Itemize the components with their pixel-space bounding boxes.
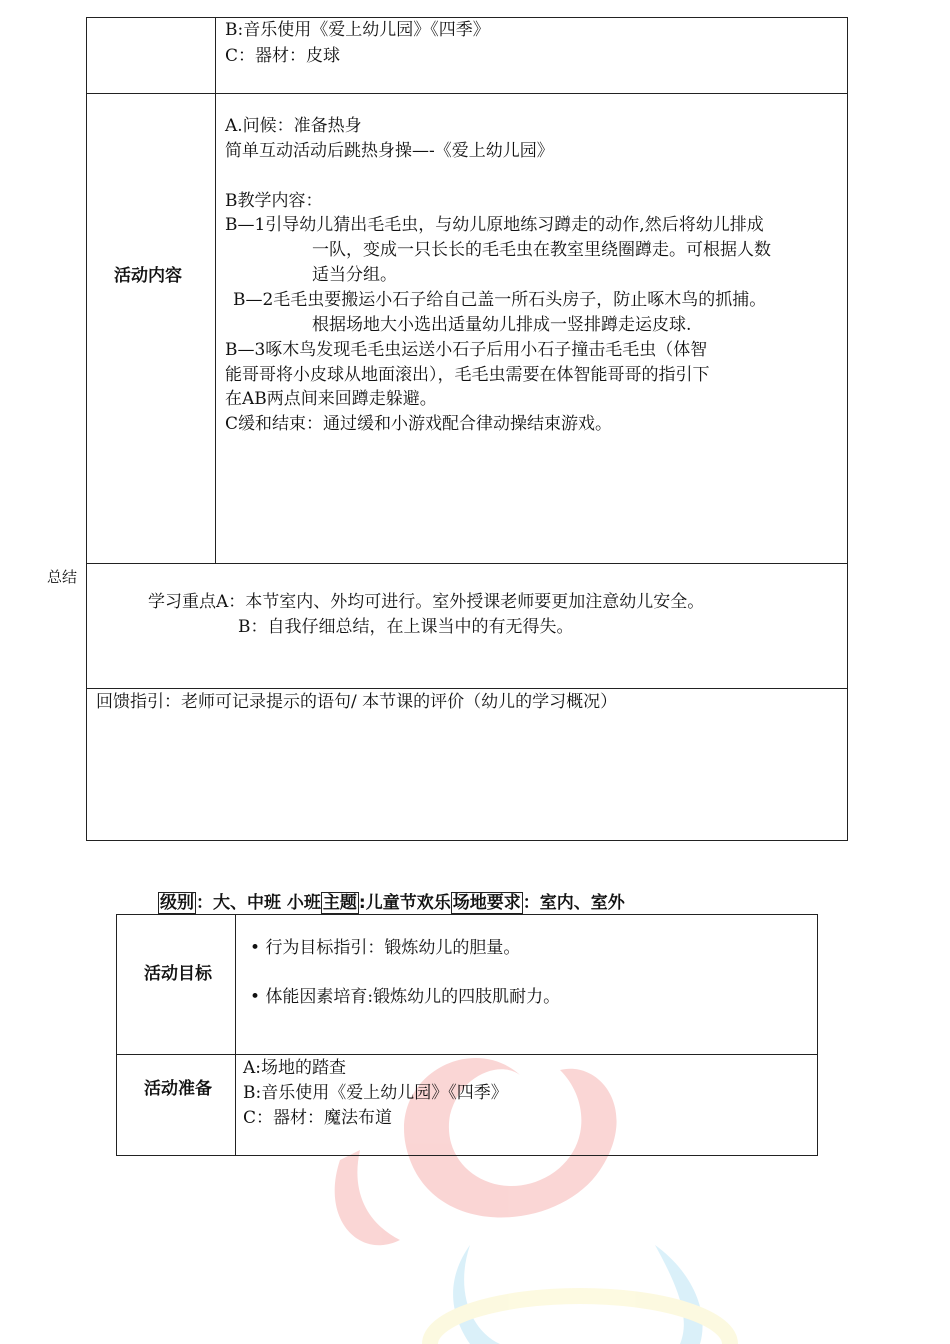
goal-text: 行为目标指引：锻炼幼儿的胆量。 <box>265 938 521 958</box>
summary-label: 总结 <box>47 568 78 586</box>
content-line: A.问候：准备热身 <box>225 116 362 136</box>
content-line: 适当分组。 <box>312 265 397 285</box>
venue-value: ：室内、室外 <box>522 893 625 913</box>
theme-value: :儿童节欢乐 <box>358 893 451 913</box>
content-line: B—3啄木鸟发现毛毛虫运送小石子后用小石子撞击毛毛虫（体智 <box>225 340 708 360</box>
venue-label: 场地要求 <box>452 893 521 913</box>
level-label: 级别 <box>160 893 194 913</box>
content-line: B教学内容： <box>225 191 323 211</box>
content-line: 根据场地大小选出适量幼儿排成一竖排蹲走运皮球. <box>312 315 692 335</box>
content-line: 一队，变成一只长长的毛毛虫在教室里绕圈蹲走。可根据人数 <box>312 240 771 260</box>
content-line: B—2毛毛虫要搬运小石子给自己盖一所石头房子，防止啄木鸟的抓捕。 <box>233 290 767 310</box>
content-line: 简单互动活动后跳热身操—-《爱上幼儿园》 <box>225 141 554 161</box>
feedback-guide: 回馈指引：老师可记录提示的语句/ 本节课的评价（幼儿的学习概况） <box>96 692 618 712</box>
prep2-line: A:场地的踏查 <box>243 1058 347 1078</box>
goal-item: • 体能因素培育:锻炼幼儿的四肢肌耐力。 <box>250 987 561 1007</box>
level-value: ：大、中班 小班 <box>196 893 321 913</box>
content-line: 在AB两点间来回蹲走躲避。 <box>225 389 437 409</box>
goal-label: 活动目标 <box>144 964 212 984</box>
theme-label: 主题 <box>322 893 357 913</box>
prep-line: C：器材：皮球 <box>225 46 341 66</box>
content-label: 活动内容 <box>114 266 182 286</box>
class-header <box>158 891 625 915</box>
prep-line: B:音乐使用《爱上幼儿园》《四季》 <box>225 20 490 40</box>
content-line: C缓和结束：通过缓和小游戏配合律动操结束游戏。 <box>225 414 613 434</box>
goal-text: 体能因素培育:锻炼幼儿的四肢肌耐力。 <box>265 987 561 1007</box>
prep2-line: B:音乐使用《爱上幼儿园》《四季》 <box>243 1083 508 1103</box>
goal-item: • 行为目标指引：锻炼幼儿的胆量。 <box>250 938 521 958</box>
prep2-line: C：器材：魔法布道 <box>243 1108 393 1128</box>
summary-line: B：自我仔细总结，在上课当中的有无得失。 <box>238 617 574 637</box>
summary-line: 学习重点A：本节室内、外均可进行。室外授课老师要更加注意幼儿安全。 <box>148 592 705 612</box>
prep2-label: 活动准备 <box>144 1079 212 1099</box>
content-line: B—1引导幼儿猜出毛毛虫，与幼儿原地练习蹲走的动作,然后将幼儿排成 <box>225 215 764 235</box>
content-line: 能哥哥将小皮球从地面滚出），毛毛虫需要在体智能哥哥的指引下 <box>225 365 710 385</box>
